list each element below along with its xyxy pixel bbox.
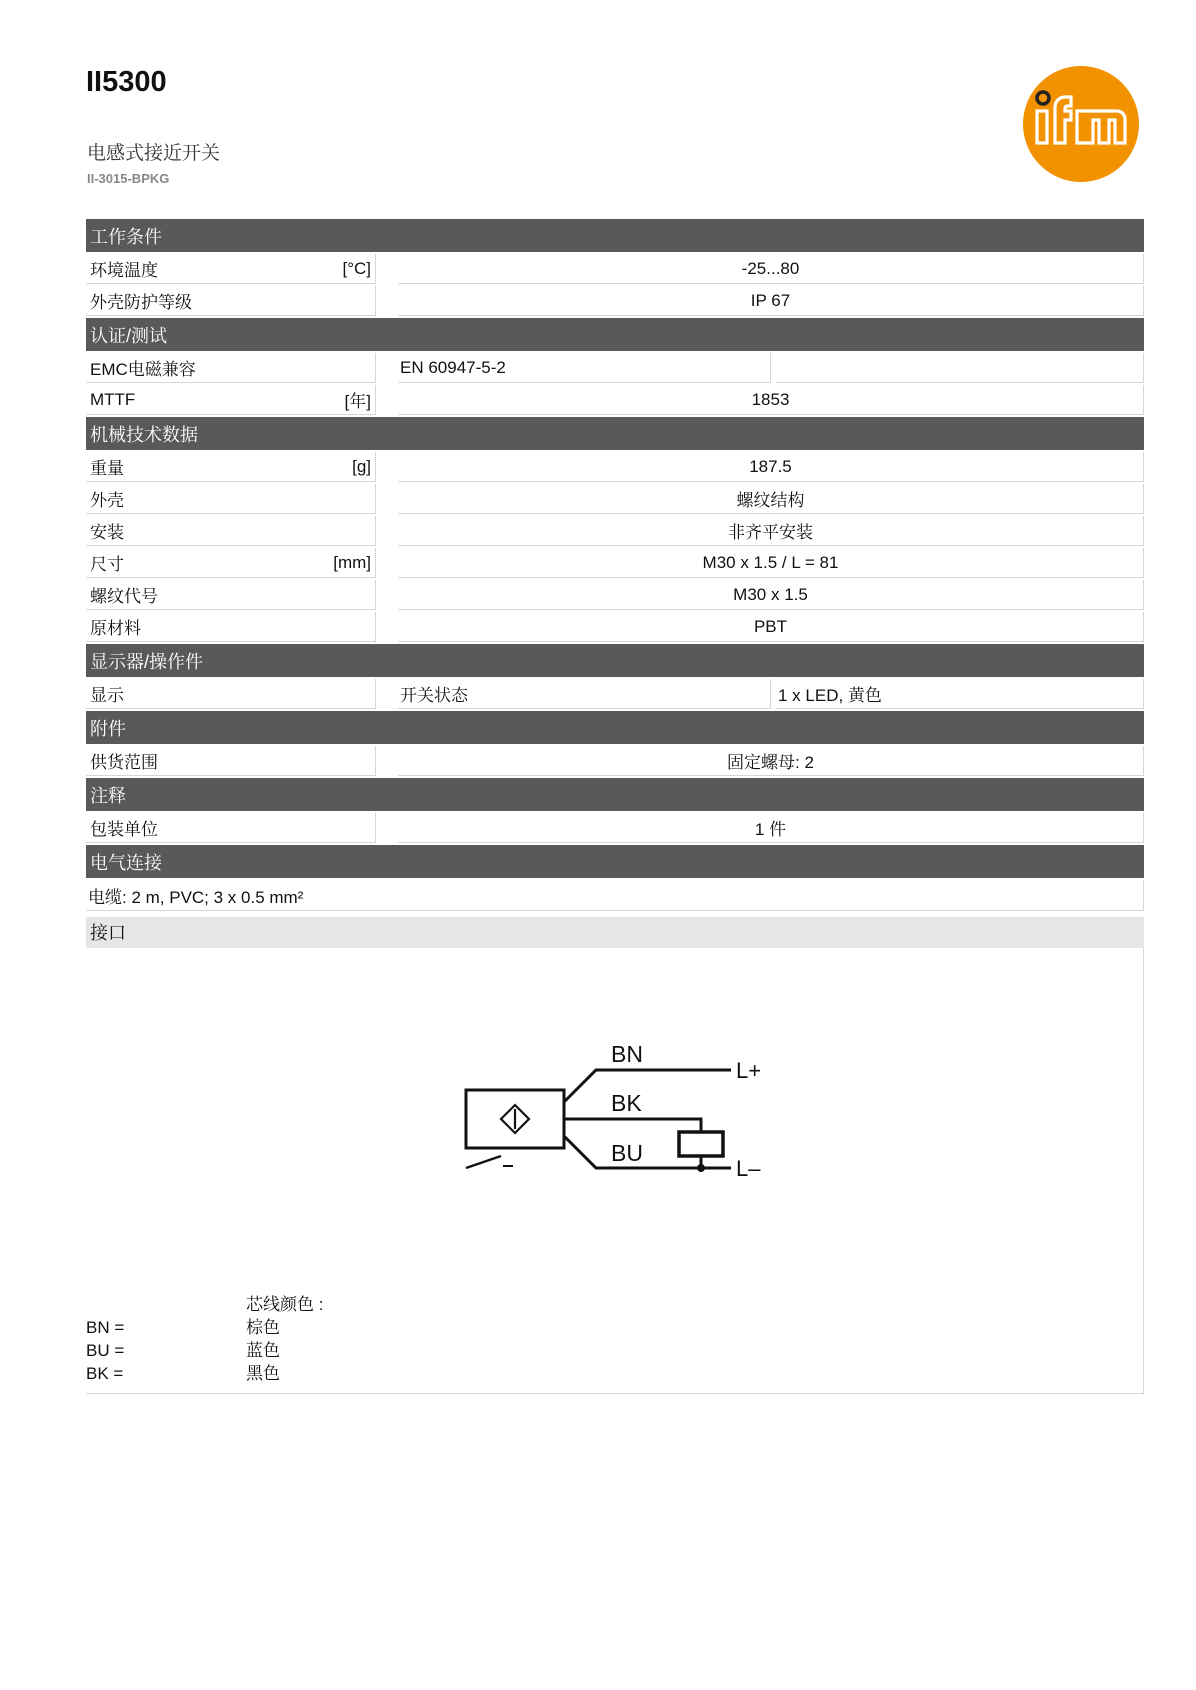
spec-name: 重量 [90, 459, 124, 478]
ifm-logo [1022, 65, 1140, 183]
wire-label-bn: BN [611, 1041, 643, 1067]
spec-value: M30 x 1.5 / L = 81 [398, 548, 1144, 578]
spec-value: 187.5 [398, 452, 1144, 482]
section-header-remarks: 注释 [86, 778, 1144, 811]
spec-value: 非齐平安装 [398, 516, 1144, 546]
product-title: II5300 [86, 66, 167, 98]
spec-value: PBT [398, 612, 1144, 642]
legend-row [86, 1339, 323, 1362]
spec-value: 螺纹结构 [398, 484, 1144, 514]
legend-color: 棕色 [246, 1318, 280, 1337]
legend-color: 黑色 [246, 1364, 280, 1383]
section-header-accessories: 附件 [86, 711, 1144, 744]
spec-row [86, 548, 1144, 578]
spec-value-left: EN 60947-5-2 [398, 353, 771, 383]
terminal-label-lplus: L+ [736, 1058, 762, 1083]
wiring-diagram [461, 1040, 781, 1190]
spec-row [86, 254, 1144, 284]
spec-content [86, 219, 1144, 1394]
spec-row [86, 516, 1144, 546]
spec-row [86, 452, 1144, 482]
spec-name: 安装 [90, 523, 124, 542]
spec-value: IP 67 [398, 286, 1144, 316]
spec-row [86, 813, 1144, 843]
cable-spec: 电缆: 2 m, PVC; 3 x 0.5 mm² [86, 880, 1144, 911]
spec-unit: [g] [352, 456, 371, 476]
section-header-display: 显示器/操作件 [86, 644, 1144, 677]
spec-name: 原材料 [90, 619, 141, 638]
wire-label-bk: BK [611, 1090, 642, 1116]
spec-value: M30 x 1.5 [398, 580, 1144, 610]
spec-name: 环境温度 [90, 261, 158, 280]
spec-value: -25...80 [398, 254, 1144, 284]
spec-value: 1853 [398, 385, 1144, 415]
spec-name: EMC电磁兼容 [90, 360, 196, 379]
spec-name: 显示 [90, 686, 124, 705]
product-code: II-3015-BPKG [87, 171, 170, 186]
spec-name: 外壳防护等级 [90, 293, 192, 312]
spec-row [86, 612, 1144, 642]
legend-row [86, 1316, 323, 1339]
section-header-approvals: 认证/测试 [86, 318, 1144, 351]
spec-value-right: 1 x LED, 黄色 [776, 679, 1144, 709]
legend-code: BU = [86, 1341, 125, 1360]
wire-color-legend [86, 1293, 323, 1385]
wire-label-bu: BU [611, 1140, 643, 1166]
spec-unit: [年] [344, 392, 371, 411]
section-header-mechanical: 机械技术数据 [86, 417, 1144, 450]
spec-value-right [776, 353, 1144, 383]
spec-name: 尺寸 [90, 555, 124, 574]
wiring-diagram-box [86, 948, 1144, 1394]
spec-row [86, 746, 1144, 776]
spec-row [86, 286, 1144, 316]
legend-code: BK = [86, 1364, 124, 1383]
section-header-operating-conditions: 工作条件 [86, 219, 1144, 252]
legend-code: BN = [86, 1318, 125, 1337]
spec-row [86, 679, 1144, 709]
spec-value: 1 件 [398, 813, 1144, 843]
spec-row [86, 484, 1144, 514]
spec-name: 外壳 [90, 491, 124, 510]
product-subtitle: 电感式接近开关 [87, 143, 221, 164]
spec-name: MTTF [90, 389, 136, 409]
spec-unit: [°C] [342, 258, 371, 278]
spec-name: 螺纹代号 [90, 587, 158, 606]
legend-header: 芯线颜色 : [246, 1295, 324, 1314]
spec-value-left: 开关状态 [398, 679, 771, 709]
spec-name: 包装单位 [90, 820, 158, 839]
spec-name: 供货范围 [90, 753, 158, 772]
spec-row [86, 385, 1144, 415]
spec-unit: [mm] [333, 552, 371, 572]
terminal-label-lminus: L– [736, 1156, 761, 1181]
legend-color: 蓝色 [246, 1341, 280, 1360]
spec-row [86, 353, 1144, 383]
spec-row [86, 580, 1144, 610]
spec-value: 固定螺母: 2 [398, 746, 1144, 776]
interface-header: 接口 [86, 917, 1144, 948]
legend-row [86, 1362, 323, 1385]
section-header-electrical-connection: 电气连接 [86, 845, 1144, 878]
